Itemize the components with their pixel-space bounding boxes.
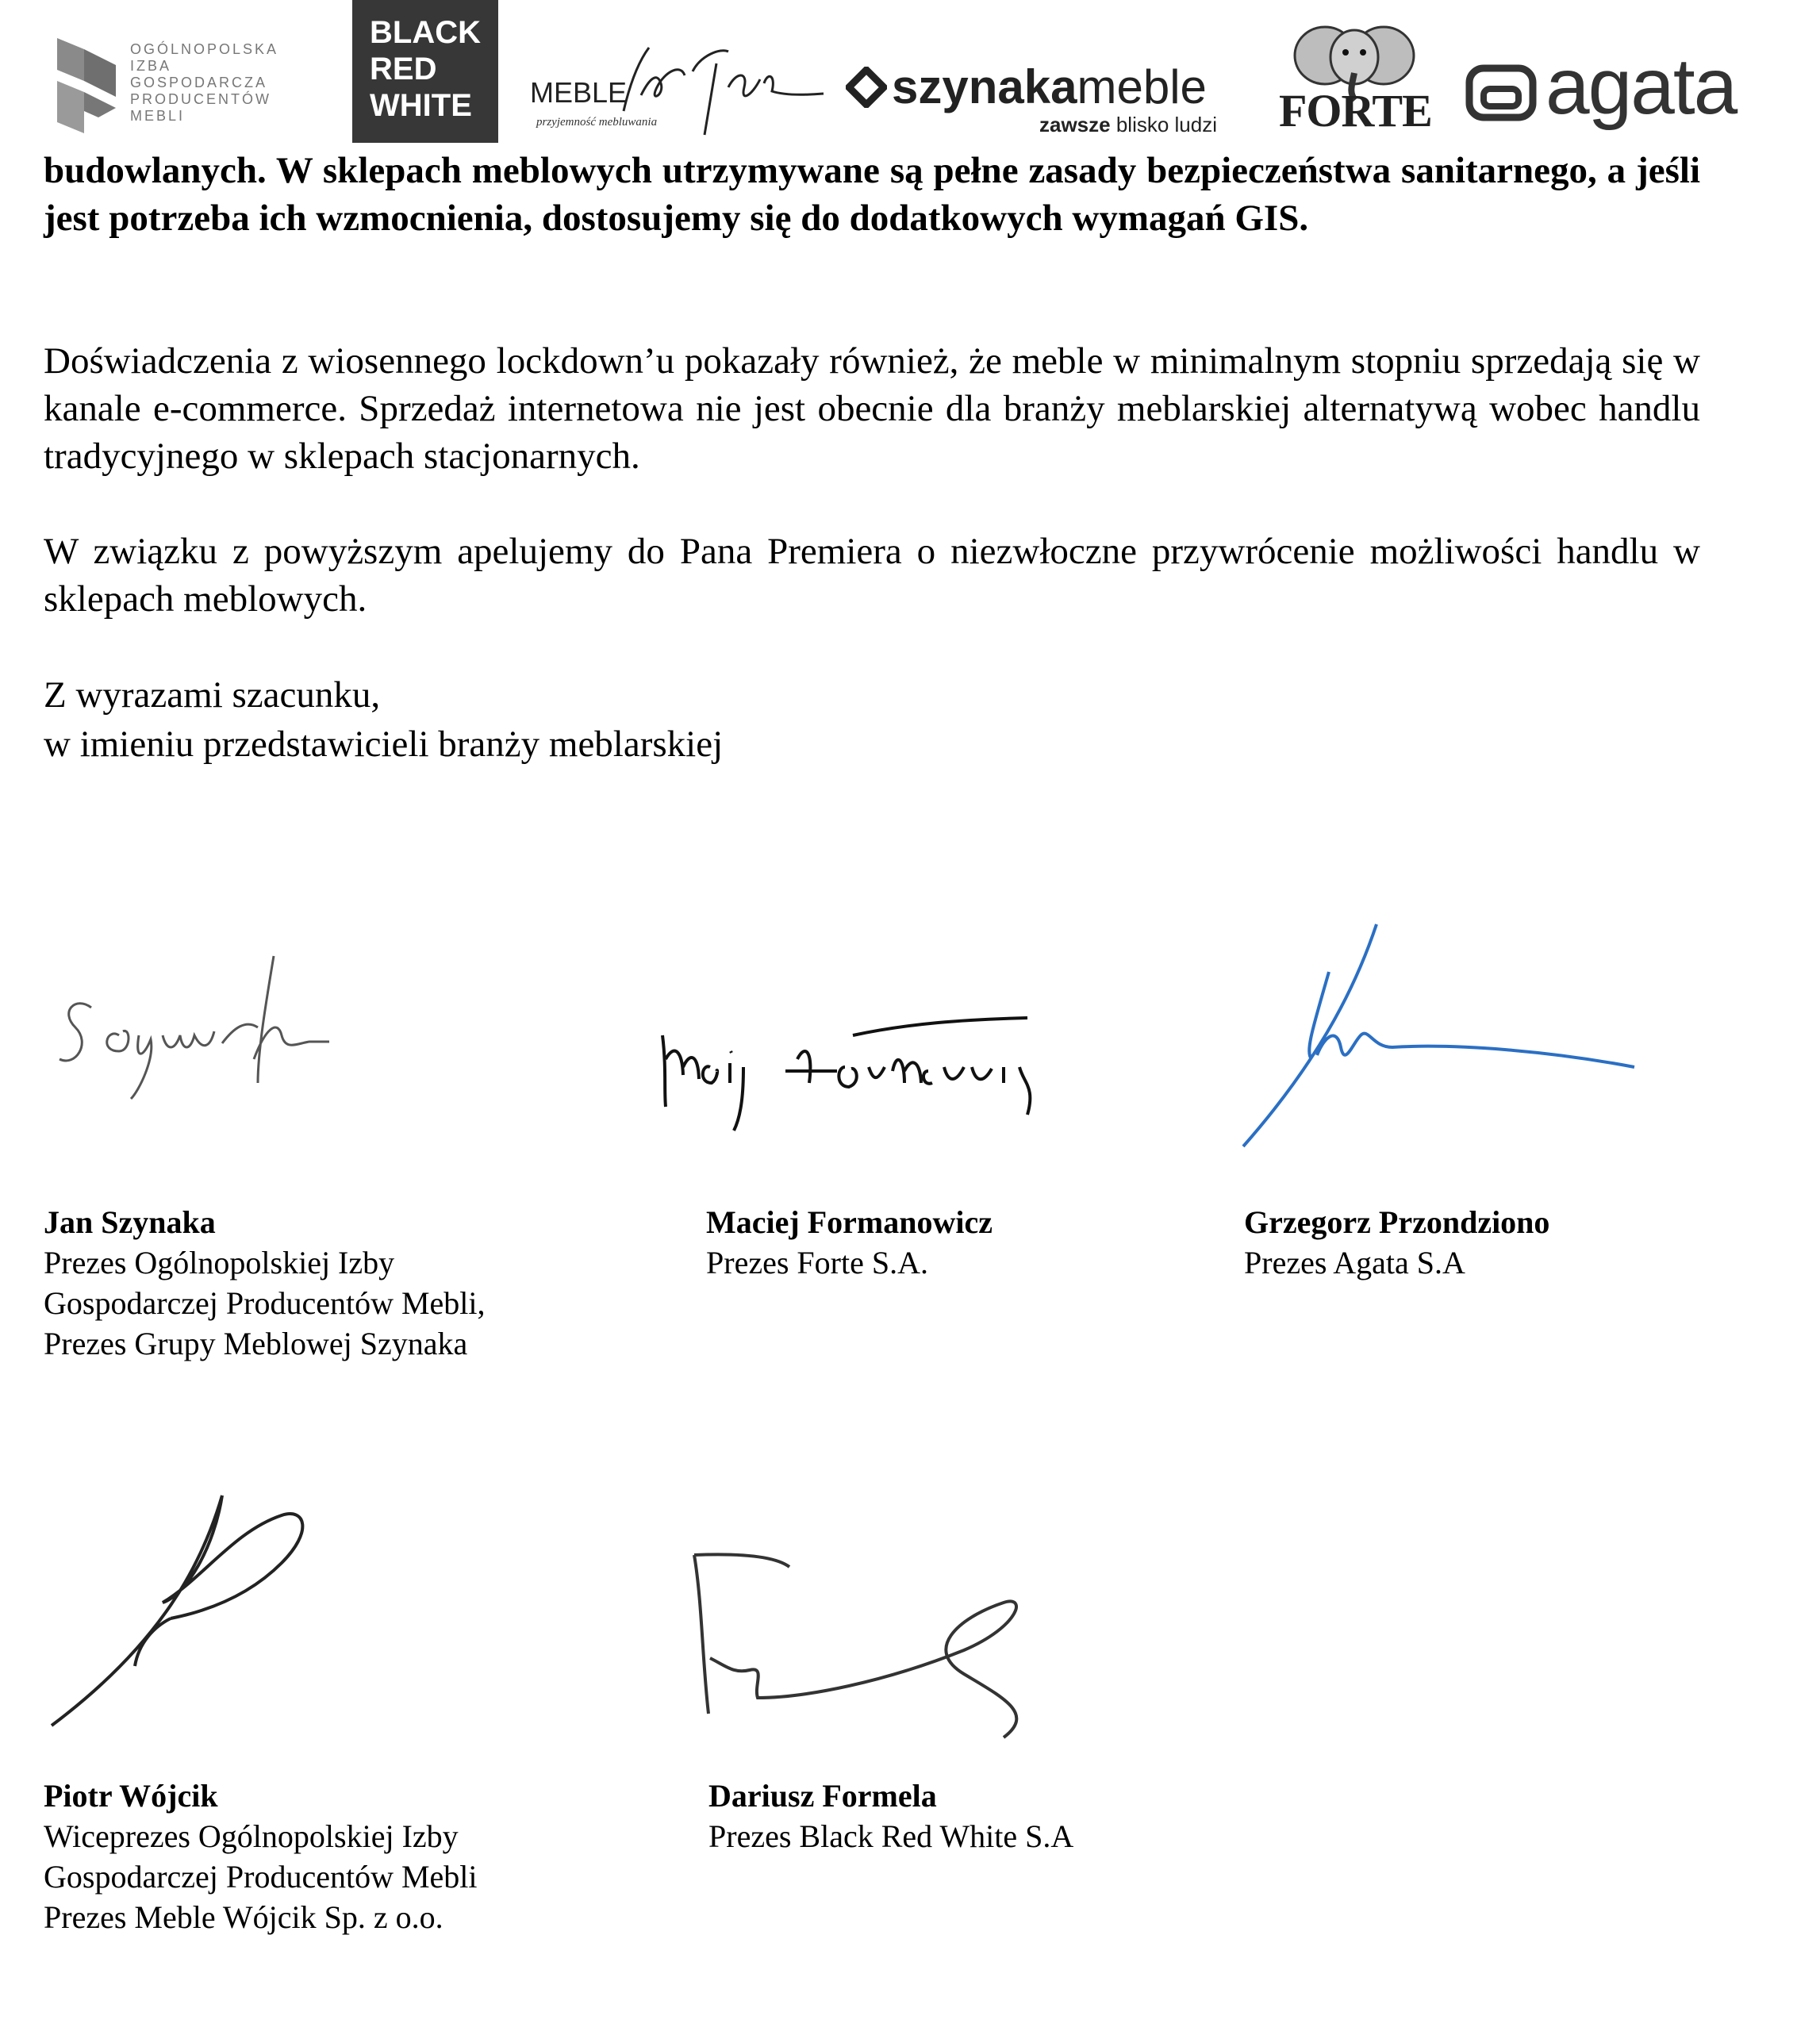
closing-salutation bbox=[44, 670, 723, 769]
signatory-role: Gospodarczej Producentów Mebli bbox=[44, 1859, 478, 1895]
signatory-role: Prezes Forte S.A. bbox=[706, 1245, 928, 1280]
szynaka-meble-logo bbox=[846, 60, 1258, 143]
signatory-role: Prezes Meble Wójcik Sp. z o.o. bbox=[44, 1899, 443, 1935]
oipm-logo bbox=[51, 32, 336, 139]
signatory-block-5 bbox=[708, 1776, 1073, 1856]
signatory-name: Grzegorz Przondziono bbox=[1244, 1204, 1550, 1240]
signatory-role: Prezes Ogólnopolskiej Izby bbox=[44, 1245, 395, 1280]
black-red-white-logo bbox=[352, 0, 498, 143]
signature-jan-szynaka bbox=[44, 940, 496, 1162]
paragraph-3: W związku z powyższym apelujemy do Pana Premiera o niezwłoczne przywrócenie możliwości handlu w sklepach meblowych. bbox=[44, 531, 1700, 620]
szynaka-name-light: meble bbox=[1077, 60, 1207, 113]
paragraph-2: Doświadczenia z wiosennego lockdown’u pokazały również, że meble w minimalnym stopniu sprzedają się w kanale e-commerce. Sprzedaż internetowa nie jest obecnie dla branży meblarskiej alternatywą wobec handlu tradycyjnego w sklepach stacjonarnych. bbox=[44, 340, 1700, 477]
signatory-block-2 bbox=[706, 1202, 993, 1283]
oipm-line-3: GOSPODARCZA bbox=[130, 75, 268, 90]
brw-line-1: BLACK bbox=[370, 15, 481, 50]
signatory-block-4 bbox=[44, 1776, 478, 1937]
agata-logo bbox=[1463, 42, 1737, 143]
closing-line-1: Z wyrazami szacunku, bbox=[44, 674, 381, 716]
handwritten-signature-icon bbox=[686, 1539, 1131, 1745]
signature-dariusz-formela bbox=[686, 1539, 1131, 1745]
szynaka-chevron-icon bbox=[846, 67, 887, 108]
oipm-line-2: IZBA bbox=[130, 58, 172, 74]
wojcik-meble-text: MEBLE bbox=[530, 76, 628, 109]
szynaka-wordmark bbox=[846, 60, 1207, 113]
forte-logo bbox=[1279, 17, 1438, 136]
signatory-role: Gospodarczej Producentów Mebli, bbox=[44, 1285, 486, 1321]
oipm-line-5: MEBLI bbox=[130, 108, 186, 124]
signatory-block-1 bbox=[44, 1202, 486, 1364]
signatory-block-3 bbox=[1244, 1202, 1549, 1283]
oipm-logo-text bbox=[130, 41, 344, 125]
signature-maciej-formanowicz bbox=[655, 1004, 1162, 1162]
signatory-name: Jan Szynaka bbox=[44, 1204, 216, 1240]
signatory-role: Prezes Agata S.A bbox=[1244, 1245, 1465, 1280]
agata-wordmark: agata bbox=[1545, 42, 1737, 131]
oipm-line-1: OGÓLNOPOLSKA bbox=[130, 41, 279, 57]
oipm-logo-mark-icon bbox=[51, 32, 122, 139]
signatory-name: Piotr Wójcik bbox=[44, 1778, 218, 1814]
signatory-role: Prezes Grupy Meblowej Szynaka bbox=[44, 1326, 468, 1361]
armchair-icon bbox=[1463, 57, 1539, 129]
signatory-name: Dariusz Formela bbox=[708, 1778, 937, 1814]
szynaka-tag-light: blisko ludzi bbox=[1110, 113, 1218, 136]
signature-grzegorz-przondziono bbox=[1234, 908, 1646, 1154]
signatory-role: Wiceprezes Ogólnopolskiej Izby bbox=[44, 1818, 459, 1854]
logo-strip bbox=[0, 0, 1820, 151]
handwritten-signature-icon bbox=[44, 1484, 313, 1737]
paragraph-1: budowlanych. W sklepach meblowych utrzymywane są pełne zasady bezpieczeństwa sanitarnego, a jeśli jest potrzeba ich wzmocnienia, dostosujemy się do dodatkowych wymagań GIS. bbox=[44, 150, 1700, 239]
signatory-role: Prezes Black Red White S.A bbox=[708, 1818, 1074, 1854]
forte-wordmark: FORTE bbox=[1279, 85, 1432, 136]
meble-wojcik-logo bbox=[530, 40, 831, 143]
oipm-line-4: PRODUCENTÓW bbox=[130, 91, 271, 107]
brw-line-3: WHITE bbox=[370, 88, 472, 123]
handwritten-signature-icon bbox=[1234, 908, 1646, 1154]
szynaka-tag-bold: zawsze bbox=[1039, 113, 1111, 136]
closing-line-2: w imieniu przedstawicieli branży meblarskiej bbox=[44, 724, 724, 765]
szynaka-name-bold: szynaka bbox=[892, 60, 1077, 113]
wojcik-tagline: przyjemność mebluwania bbox=[536, 116, 658, 129]
brw-line-2: RED bbox=[370, 52, 437, 86]
handwritten-signature-icon bbox=[655, 1004, 1162, 1162]
signatory-name: Maciej Formanowicz bbox=[706, 1204, 993, 1240]
szynaka-tagline bbox=[1039, 113, 1217, 137]
signature-piotr-wojcik bbox=[44, 1484, 313, 1737]
handwritten-signature-icon bbox=[44, 940, 496, 1162]
